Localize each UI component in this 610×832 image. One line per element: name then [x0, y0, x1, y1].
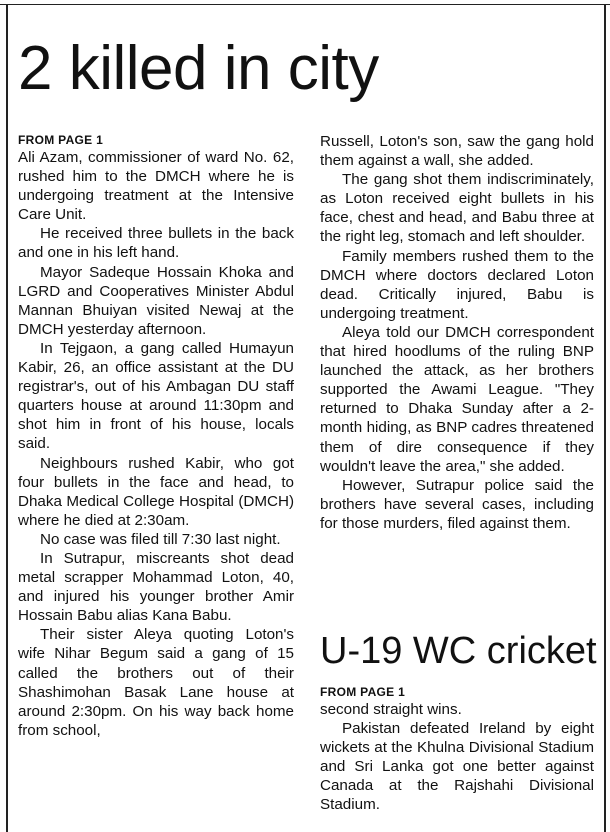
second-article-body: [320, 684, 594, 815]
article-paragraph: However, Sutrapur police said the brothers have several cases, including for those murders, filed against them.: [320, 476, 594, 532]
article-paragraph: He received three bullets in the back and one in his left hand.: [18, 225, 294, 262]
article-paragraph: The gang shot them indiscriminately, as Loton received eight bullets in his face, chest and head, and Babu three at the right leg, stomach and left shoulder.: [320, 171, 594, 246]
article-paragraph: Family members rushed them to the DMCH where doctors declared Loton dead. Critically injured, Babu is undergoing treatment.: [320, 247, 594, 322]
article-paragraph: Russell, Loton's son, saw the gang hold them against a wall, she added.: [320, 133, 594, 170]
second-article-paragraph: second straight wins.: [320, 701, 462, 718]
second-article-paragraph: Pakistan defeated Ireland by eight wickets at the Khulna Divisional Stadium and Sri Lanka got one better against Canada at the Rajshahi Divisional Stadium.: [320, 720, 594, 814]
top-border-rule: [0, 0, 610, 5]
article-paragraph: No case was filed till 7:30 last night.: [40, 530, 281, 548]
right-column-rule: [604, 4, 606, 832]
article-paragraph: Aleya told our DMCH correspondent that hired hoodlums of the ruling BNP launched the attack, as her brothers supported the Awami League. "They returned to Dhaka Sunday after a 2-month hiding, as BNP cadres threatened them of dire consequence if they wouldn't leave the area," she added.: [320, 323, 594, 475]
article-right-column: [320, 132, 594, 533]
article-paragraph: Their sister Aleya quoting Loton's wife Nihar Begum said a gang of 15 called the brothers out of their Shashimohan Basak Lane house at around 2:30pm. On his way back home from school,: [18, 626, 294, 739]
second-article-headline: U-19 WC cricket: [320, 630, 597, 672]
article-paragraph: Mayor Sadeque Hossain Khoka and LGRD and Cooperatives Minister Abdul Mannan Bhuiyan visited Newaj at the DMCH yesterday afternoon.: [18, 263, 294, 338]
left-column-rule: [6, 4, 8, 832]
article-dateline: FROM PAGE 1: [18, 133, 104, 147]
article-paragraph: In Sutrapur, miscreants shot dead metal scrapper Mohammad Loton, 40, and injured his younger brother Amir Hossain Babu alias Kana Babu.: [18, 549, 294, 625]
article-paragraph: In Tejgaon, a gang called Humayun Kabir, 26, an office assistant at the DU registrar's, out of his Ambagan DU staff quarters house at around 11:30pm and shot him in front of his house, locals said.: [18, 339, 294, 453]
article-headline: 2 killed in city: [18, 34, 379, 103]
article-paragraph: Neighbours rushed Kabir, who got four bullets in the face and head, to Dhaka Medical College Hospital (DMCH) where he died at 2:30am.: [18, 454, 294, 529]
article-left-column: [18, 132, 294, 740]
second-article-dateline: FROM PAGE 1: [320, 685, 406, 699]
article-paragraph: Ali Azam, commissioner of ward No. 62, rushed him to the DMCH where he is undergoing treatment at the Intensive Care Unit.: [18, 149, 294, 224]
